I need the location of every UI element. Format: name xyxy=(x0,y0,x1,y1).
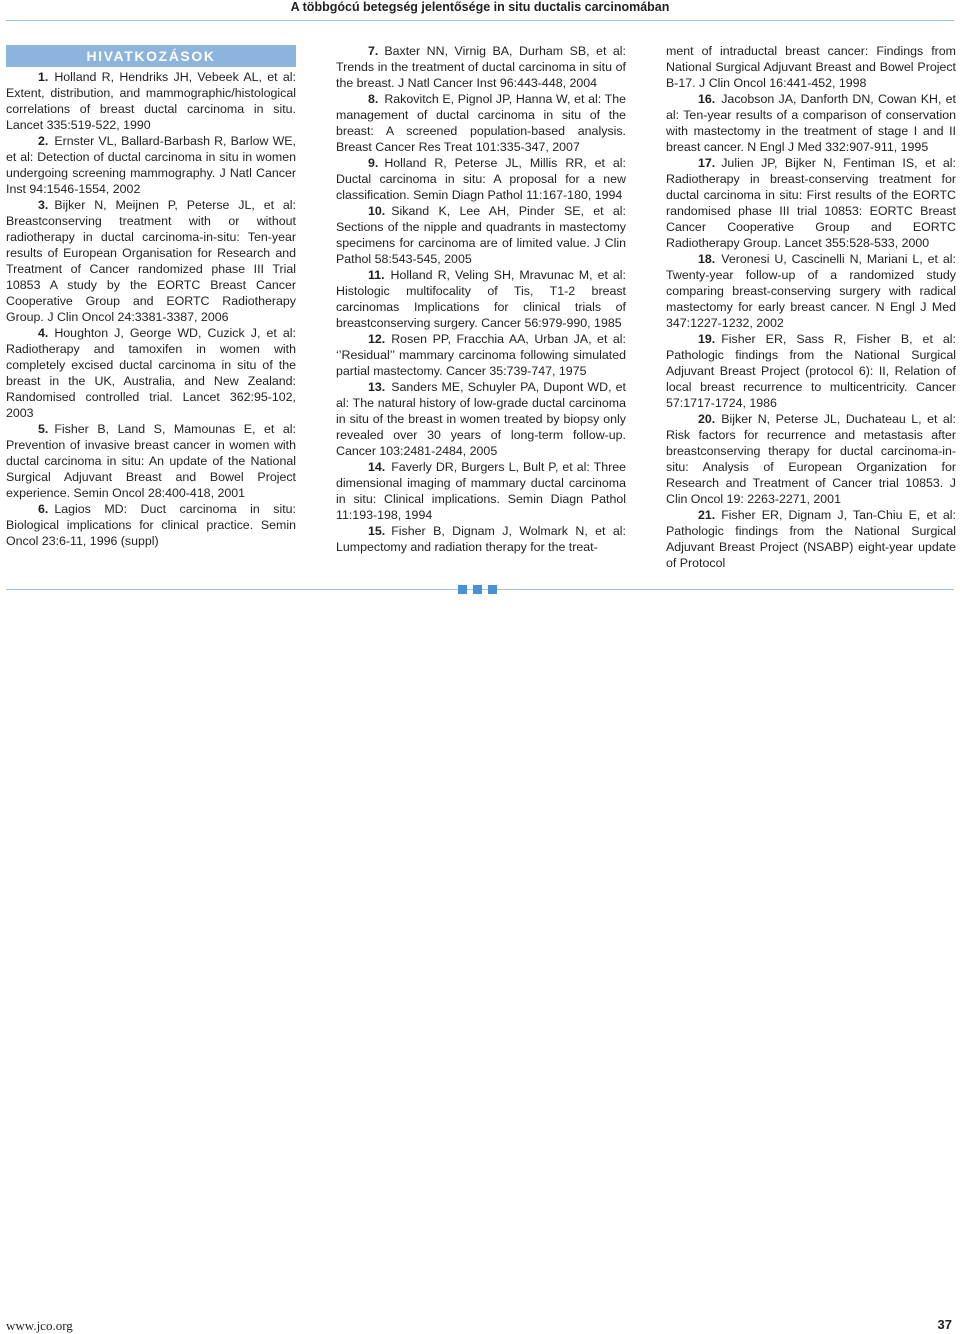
footer-url: www.jco.org xyxy=(6,1318,73,1333)
reference-21: 21. Fisher ER, Dignam J, Tan-Chiu E, et al: Pathologic findings from the National Surgical Adjuvant Breast Project (NSABP) eight-year update of Protocol xyxy=(666,508,956,570)
reference-7: 7. Baxter NN, Virnig BA, Durham SB, et al: Trends in the treatment of ductal carcinoma in situ of the breast. J Natl Cancer Inst 96:443-448, 2004 xyxy=(336,44,626,90)
reference-3: 3. Bijker N, Meijnen P, Peterse JL, et al: Breastconserving treatment with or without radiotherapy in ductal carcinoma-in-situ: Ten-year results of European Organisation for Research and Treatment of Cancer randomized phase III Trial 10853 A study by the EORTC Breast Cancer Cooperative Group and EORTC Radiotherapy Group. J Clin Oncol 24:3381-3387, 2006 xyxy=(6,198,296,324)
running-title: A többgócú betegség jelentősége in situ ductalis carcinomában xyxy=(290,0,670,14)
reference-19: 19. Fisher ER, Sass R, Fisher B, et al: Pathologic findings from the National Surgical Adjuvant Breast Project (protocol 6): II, Relation of local breast recurrence to multicentricity. Cancer 57:1717-1724, 1986 xyxy=(666,332,956,410)
reference-20: 20. Bijker N, Peterse JL, Duchateau L, et al: Risk factors for recurrence and metastasis after breastconserving therapy for ductal carcinoma-in-situ: Analysis of European Organization for Research and Treatment of Cancer trial 10853. J Clin Oncol 19: 2263-2271, 2001 xyxy=(666,412,956,506)
reference-5: 5. Fisher B, Land S, Mamounas E, et al: Prevention of invasive breast cancer in women with ductal carcinoma in situ: An update of the National Surgical Adjuvant Breast and Bowel Project experience. Semin Oncol 28:400-418, 2001 xyxy=(6,422,296,500)
page-number: 37 xyxy=(937,1317,952,1332)
reference-18: 18. Veronesi U, Cascinelli N, Mariani L, et al: Twenty-year follow-up of a randomized study comparing breast-conserving surgery with radical mastectomy for early breast cancer. N Engl J Med 347:1227-1232, 2002 xyxy=(666,252,956,330)
reference-13: 13. Sanders ME, Schuyler PA, Dupont WD, et al: The natural history of low-grade ductal carcinoma in situ of the breast in women treated by biopsy only revealed over 30 years of long-term follow-up. Cancer 103:2481-2484, 2005 xyxy=(336,380,626,458)
references-column-1 xyxy=(6,45,296,549)
reference-10: 10. Sikand K, Lee AH, Pinder SE, et al: Sections of the nipple and quadrants in mastectomy specimens for carcinoma are of limited value. J Clin Pathol 58:543-545, 2005 xyxy=(336,204,626,266)
reference-15-continuation: ment of intraductal breast cancer: Findings from National Surgical Adjuvant Breast and Bowel Project B-17. J Clin Oncol 16:441-452, 1998 xyxy=(666,44,956,90)
reference-12: 12. Rosen PP, Fracchia AA, Urban JA, et al: ‘’Residual’’ mammary carcinoma following simulated partial mastectomy. Cancer 35:739-747, 1975 xyxy=(336,332,626,378)
reference-16: 16. Jacobson JA, Danforth DN, Cowan KH, et al: Ten-year results of a comparison of conservation with mastectomy in the treatment of stage I and II breast cancer. N Engl J Med 332:907-911, 1995 xyxy=(666,92,956,154)
header-rule xyxy=(6,20,954,21)
square-ornament xyxy=(488,585,497,594)
reference-11: 11. Holland R, Veling SH, Mravunac M, et al: Histologic multifocality of Tis, T1-2 breast carcinomas Implications for clinical trials of breastconserving surgery. Cancer 56:979-990, 1985 xyxy=(336,268,626,330)
reference-4: 4. Houghton J, George WD, Cuzick J, et al: Radiotherapy and tamoxifen in women with completely excised ductal carcinoma in situ of the breast in the UK, Australia, and New Zealand: Randomised controlled trial. Lancet 362:95-102, 2003 xyxy=(6,326,296,420)
reference-1: 1. Holland R, Hendriks JH, Vebeek AL, et al: Extent, distribution, and mammographic/histological correlations of breast ductal carcinoma in situ. Lancet 335:519-522, 1990 xyxy=(6,70,296,132)
reference-6: 6. Lagios MD: Duct carcinoma in situ: Biological implications for clinical practice. Semin Oncol 23:6-11, 1996 (suppl) xyxy=(6,502,296,548)
reference-17: 17. Julien JP, Bijker N, Fentiman IS, et al: Radiotherapy in breast-conserving treatment for ductal carcinoma in situ: First results of the EORTC randomised phase III trial 10853: EORTC Breast Cancer Cooperative Group and EORTC Radiotherapy Group. Lancet 355:528-533, 2000 xyxy=(666,156,956,250)
references-column-3 xyxy=(666,43,956,571)
reference-8: 8. Rakovitch E, Pignol JP, Hanna W, et al: The management of ductal carcinoma in situ of the breast: A screened population-based analysis. Breast Cancer Res Treat 101:335-347, 2007 xyxy=(336,92,626,154)
reference-15: 15. Fisher B, Dignam J, Wolmark N, et al: Lumpectomy and radiation therapy for the treat- xyxy=(336,524,626,554)
section-title: HIVATKOZÁSOK xyxy=(6,45,296,67)
end-squares xyxy=(458,585,497,594)
square-ornament xyxy=(473,585,482,594)
square-ornament xyxy=(458,585,467,594)
reference-2: 2. Ernster VL, Ballard-Barbash R, Barlow WE, et al: Detection of ductal carcinoma in situ in women undergoing screening mammography. J Natl Cancer Inst 94:1546-1554, 2002 xyxy=(6,134,296,196)
reference-9: 9. Holland R, Peterse JL, Millis RR, et al: Ductal carcinoma in situ: A proposal for a new classification. Semin Diagn Pathol 11:167-180, 1994 xyxy=(336,156,626,202)
references-column-2 xyxy=(336,43,626,555)
reference-14: 14. Faverly DR, Burgers L, Bult P, et al: Three dimensional imaging of mammary ductal carcinoma in situ: Clinical implications. Semin Diagn Pathol 11:193-198, 1994 xyxy=(336,460,626,522)
